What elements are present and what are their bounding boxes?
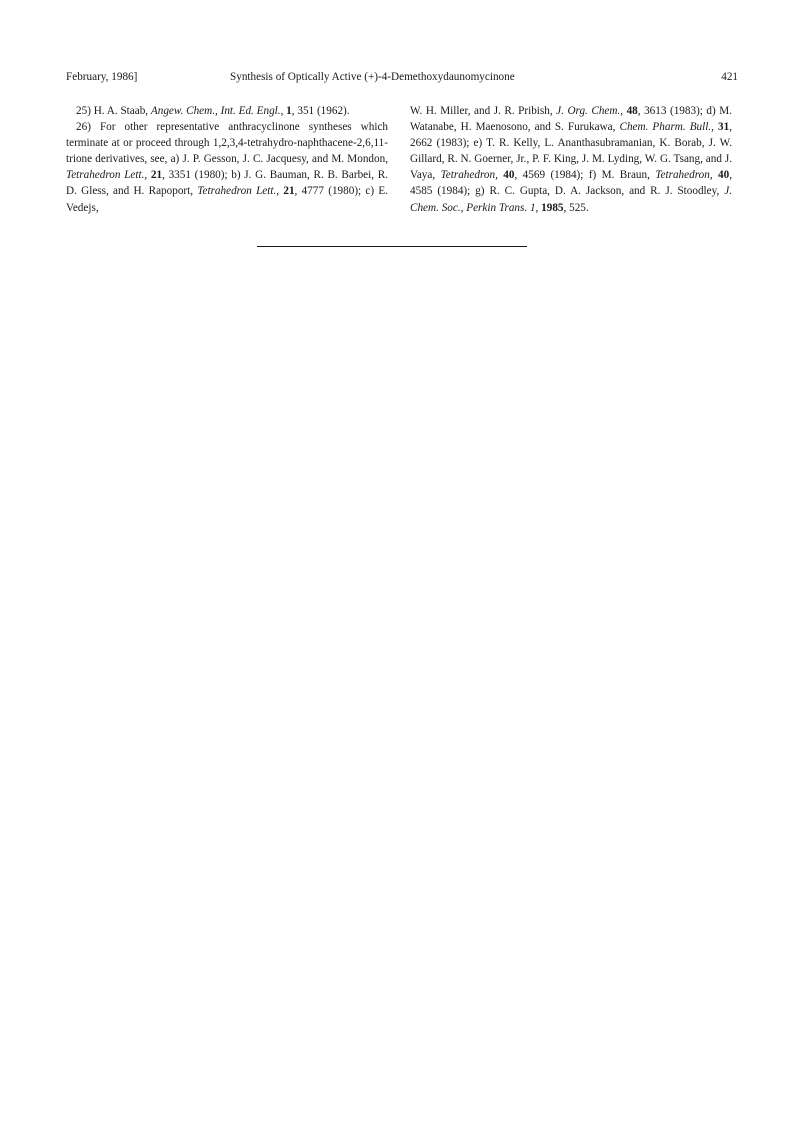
ref-volume: 1985 [541,201,564,214]
end-rule [257,246,527,247]
ref-text: , 2662 (1983); e) T. R. Kelly, L. Ananthasubramanian, K. Borab, J. W. Gillard, R. N. Goerner, Jr., P. F. King, J. M. Lyding, W. G. Tsang, and J. Vaya, [410,121,732,182]
ref-journal: Tetrahedron, [440,169,498,182]
ref-journal: Tetrahedron Lett., [66,169,148,182]
ref-journal: Tetrahedron Lett., [197,185,280,198]
ref-authors: H. A. Staab, [93,105,149,117]
ref-journal: Tetrahedron, [655,169,713,182]
ref-citation: , 351 (1962). [291,105,350,117]
ref-volume: 40 [718,169,730,182]
reference-26 [66,119,388,216]
page-number: 421 [721,71,738,83]
ref-volume: 21 [283,185,295,198]
article-title: Synthesis of Optically Active (+)-4-Demethoxydaunomycinone [230,71,515,83]
ref-volume: 21 [150,169,163,182]
ref-text: , 3351 (1980); b) J. G. Bauman, R. B. Barbei, R. D. Gless, and H. Rapoport, [66,169,388,198]
ref-volume: 1 [286,105,292,117]
reference-26-continued [410,103,732,216]
ref-text: For other representative anthracyclinone syntheses which terminate at or proceed through 1,2,3,4-tetrahydro-naphthacene-2,6,11-trione derivatives, see, a) J. P. Gesson, J. C. Jacquesy, and M. Mondon, [66,121,388,166]
ref-journal: Chem. Pharm. Bull., [619,121,714,134]
left-column [66,103,388,216]
ref-text: , 4777 (1980); c) E. Vedejs, [66,185,389,214]
ref-text: , 4569 (1984); f) M. Braun, [514,169,650,182]
ref-number: 26) [76,121,91,134]
ref-volume: 48 [626,105,638,117]
reference-25 [66,103,388,119]
ref-journal: Angew. Chem., Int. Ed. Engl., [150,105,284,117]
ref-volume: 31 [718,121,730,134]
ref-text: , 3613 (1983); d) M. Watanabe, H. Maenosono, and S. Furukawa, [410,105,732,134]
ref-volume: 40 [503,169,515,182]
ref-text: , 525. [563,201,589,214]
journal-date: February, 1986] [66,71,138,83]
ref-journal: J. Chem. Soc., Perkin Trans. 1, [410,185,732,214]
ref-number: 25) [76,105,91,117]
ref-journal: J. Org. Chem., [556,105,624,117]
running-header [66,71,738,87]
ref-text: , 4585 (1984); g) R. C. Gupta, D. A. Jackson, and R. J. Stoodley, [410,169,733,198]
ref-text: W. H. Miller, and J. R. Pribish, [410,105,553,117]
right-column [410,103,732,216]
